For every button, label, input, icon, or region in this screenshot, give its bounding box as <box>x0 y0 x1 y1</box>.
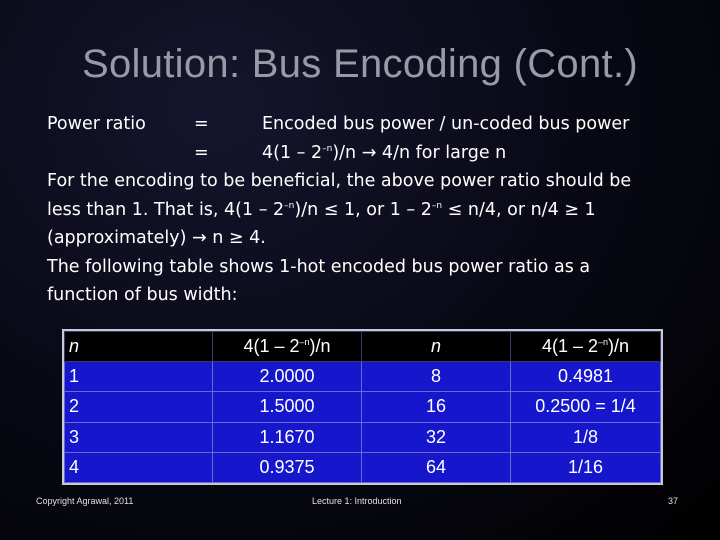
equals-sign: = <box>194 142 209 163</box>
table-cell: 16 <box>362 392 511 422</box>
text-part: ≤ n/4, or n/4 ≥ 1 <box>442 199 596 220</box>
table-cell: 2 <box>65 392 213 422</box>
header-n: n <box>65 332 213 362</box>
power-ratio-line <box>47 110 687 139</box>
exponent: –n <box>284 200 295 211</box>
footer-copyright: Copyright Agrawal, 2011 <box>36 496 134 506</box>
table-cell: 32 <box>362 422 511 452</box>
table-cell: 1 <box>65 362 213 392</box>
formula-exponent: –n <box>322 143 333 154</box>
body-line-5: (approximately) → n ≥ 4. <box>47 228 266 248</box>
table-cell: 64 <box>362 452 511 482</box>
power-ratio-table <box>64 331 661 483</box>
power-ratio-label: Power ratio <box>47 114 146 134</box>
table-cell: 3 <box>65 422 213 452</box>
body-line-4 <box>47 196 687 225</box>
header-ratio: $4(1 - 2^{-n})/n$ <box>213 332 362 362</box>
footer-page-number: 37 <box>668 496 679 506</box>
table-cell: 2.0000 <box>213 362 362 392</box>
table-cell: 8 <box>362 362 511 392</box>
table-cell: 4 <box>65 452 213 482</box>
body-line-7: function of bus width: <box>47 285 238 305</box>
table-header-row <box>65 332 661 362</box>
power-ratio-formula-line <box>47 139 687 168</box>
table-row <box>65 422 661 452</box>
table-cell: 1.1670 <box>213 422 362 452</box>
table-row <box>65 362 661 392</box>
header-ratio: $4(1 - 2^{-n})/n$ <box>511 332 661 362</box>
header-n: n <box>362 332 511 362</box>
formula-part: )/n → 4/n for large n <box>332 142 507 163</box>
table-cell: 0.4981 <box>511 362 661 392</box>
table-cell: 1/16 <box>511 452 661 482</box>
slide-title: Solution: Bus Encoding (Cont.) <box>82 42 638 86</box>
body-line-6: The following table shows 1-hot encoded bus power ratio as a <box>47 256 591 277</box>
table-cell: 1/8 <box>511 422 661 452</box>
formula-part: 4(1 – 2 <box>262 142 323 163</box>
exponent: –n <box>431 200 443 211</box>
table-cell: 0.9375 <box>213 452 362 482</box>
slide-body <box>47 110 687 310</box>
table-row <box>65 452 661 482</box>
footer-lecture: Lecture 1: Introduction <box>312 496 402 506</box>
power-ratio-definition: Encoded bus power / un-coded bus power <box>262 114 630 134</box>
table-cell: 1.5000 <box>213 392 362 422</box>
table-row <box>65 392 661 422</box>
equals-sign: = <box>194 114 209 134</box>
text-part: )/n ≤ 1, or 1 – 2 <box>294 199 432 220</box>
body-line-3: For the encoding to be beneficial, the above power ratio should be <box>47 171 632 191</box>
text-part: less than 1. That is, 4(1 – 2 <box>47 199 285 220</box>
table-cell: 0.2500 = 1/4 <box>511 392 661 422</box>
